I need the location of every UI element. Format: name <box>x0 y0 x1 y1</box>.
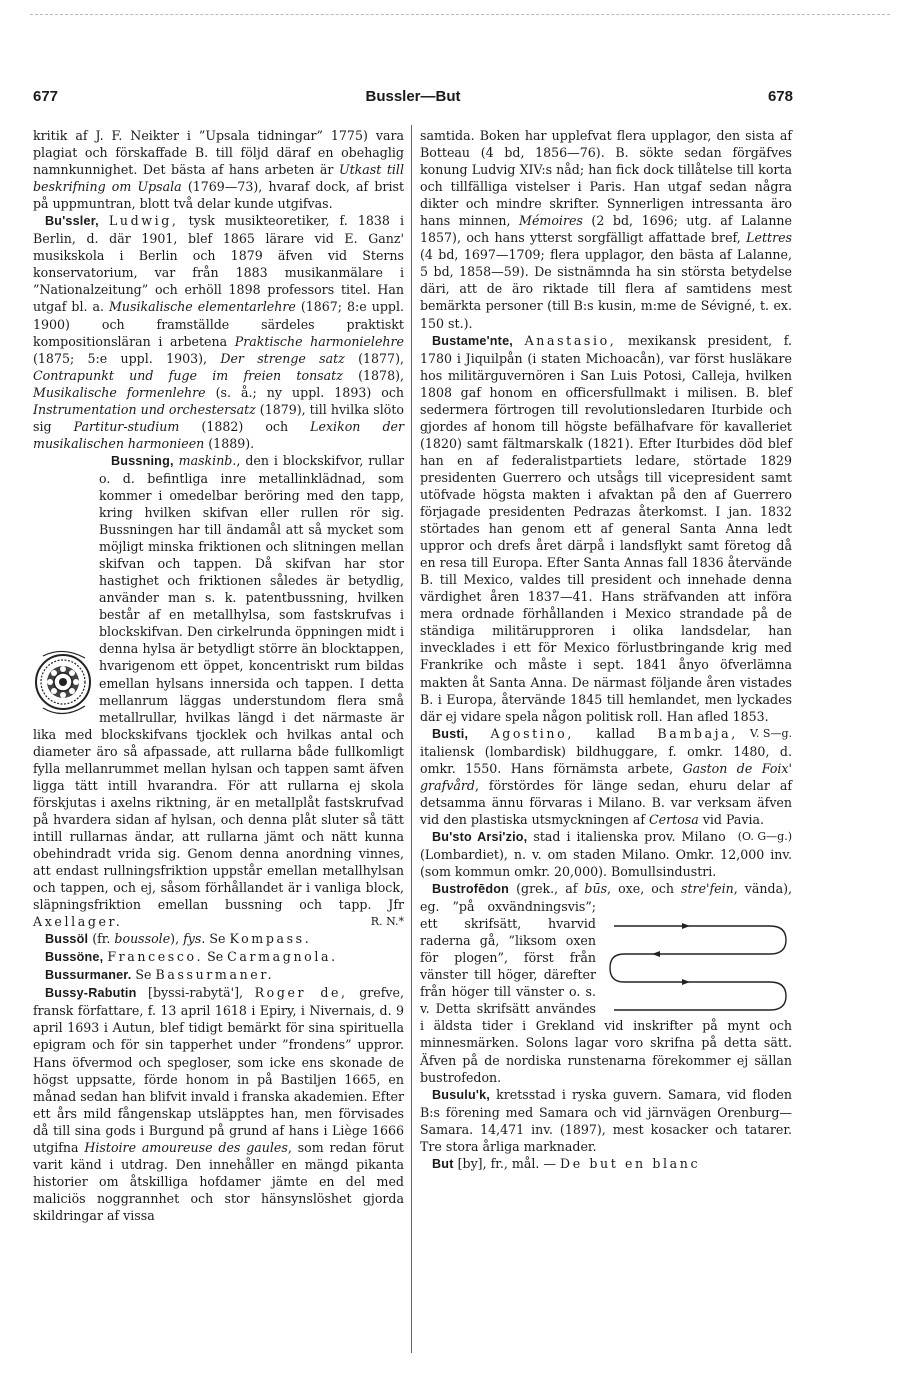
headword: Bussöne, <box>45 950 104 965</box>
entry-bussy-rabutin: Bussy-Rabutin [byssi-rabytä'], Roger de, grefve, fransk författare, f. 13 april 1618 i Epiry, i Nivernais, d. 9 april 1693 i Autun, blef tidigt bemärkt för sina spirituella epigram och för sin tapperhet under ”frondens” uppror. Hans öfvermod och spegloser, som icke ens skonade de högst uppsatte, förde honom in på Bastiljen 1665, en månad sedan han blifvit invald i franska akademien. Efter ett års mild fångenskap utsläpptes han, men förvisades då till sina gods i Burgund på grund af hans i Liège 1666 utgifna Histoire amoureuse des gaules, som redan förut varit känd i utdrag. Den innehåller en mängd pikanta historier om åtskilliga hofdamer jämte en del med maliciös noggrannhet och stor hänsynslöshet gjorda skildringar af vissa <box>33 985 404 1223</box>
page-number-left: 677 <box>33 88 59 105</box>
headword: Busti, <box>432 726 469 741</box>
entry-bustamente: Bustame'nte, Anastasio, mexikansk president, f. 1780 i Jiquilpån (i staten Michoacån), var först husläkare hos militärguvernören i San Luis Potosi, Calleja, hvilken 1808 gaf honom en officersfullmakt i milisen. B. blef sedermera förtrogen till revolutionsledaren Iturbide och gjordes af honom till högste befälhafvare för kavalleriet (1820) samt fältmarskalk (1821). Efter Iturbides död blef han en af federalistpartiets ledare, störtade 1829 presidenten Guerrero och utsågs till vicepresident samt utöfvade högsta makten i afvaktan på den af Guerrero förjagade presidenten Pedrazas återkomst. I jan. 1832 störtades han genom ett af general Santa Anna ledt uppror och drefs året därpå i landsflykt samt företog då en resa till Europa. Efter Santa Annas fall 1836 återvände B. till Mexico, valdes till president och innehade denna värdighet åren 1837—41. Hans sträfvanden att införa mera ordnade förhållanden i Mexico strandade på de ständiga militärupproren i olika landsdelar, han invecklades i ett för Mexico förlustbringande krig med Frankrike och måste i sept. 1841 ånyo öfverlämna makten åt Santa Anna. De närmast följande åren vistades B. i Europa, återvände 1845 till hemlandet, men lyckades där ej vidare spela någon politisk roll. Han afled 1853. V. S—g. <box>420 332 792 725</box>
entry-bussone: Bussöne, Francesco. Se Carmagnola. <box>45 949 338 965</box>
headword: Bussurmaner. <box>45 968 132 983</box>
continuation-paragraph: kritik af J. F. Neikter i ”Upsala tidningar” 1775) vara plagiat och förskaffade B. till följd däraf en obehaglig namnkunnighet. Det bästa af hans arbeten är Utkast till beskrifning om Upsala (1769—73), hvaraf dock, af brist på uppmuntran, blott två delar kunde utgifvas. <box>33 128 404 212</box>
signature: (O. G—g.) <box>737 829 792 843</box>
boustrophedon-diagram <box>602 918 792 1014</box>
running-title: Bussler—But <box>365 88 461 105</box>
entry-but: But [by], fr., mål. — De but en blanc <box>432 1155 701 1171</box>
column-divider <box>411 125 412 1353</box>
top-rule <box>30 14 890 15</box>
headword: Bussning, <box>111 453 174 468</box>
entry-bussning: Bussning, maskinb. , den i blockskifvor, rullar o. d. befintliga inre metallinklädnad, som kommer i omedelbar beröring med den tapp, kring hvilken skifvan eller rullen rör sig. Bussningen har till ändamål att så mycket som möjligt minska friktionen och slitningen mellan skifvan och tappen. Då skifvan har stor hastighet och friktionen således är betydlig, använder man s. k. patentbussning, hvilken består af en metallhylsa, som fastskrufvas i blockskifvan. Den cirkelrunda öppningen midt i denna hylsa är betydligt större än blocktappen, hvarigenom ett öppet, koncentriskt rum bildas emellan hylsans innersida och tappen. I detta mellanrum läggas understundom flera små metallrullar, hvilkas längd i det närmaste är lika med blockskifvans tjocklek och hvilkas antal och diameter äro så afpassade, att rullarna både fullkomligt fylla mellanrummet mellan hylsan och tappen samt äfven ligga tätt intill hvarandra. För att rullarna ej skola förskjutas i axelns riktning, är en metallplåt fastskrufvad på hvardera sidan af hylsan, och denna plåt sluter så tätt intill rullarnas ändar, att rullarna jämt och nätt kunna obehindradt vrida sig. Genom denna anordning vinnes, att endast rullningsfriktion uppstår emellan metallhylsan och tappen, och ej, såsom förhållandet är i vanliga block, släpningsfriktion emellan bussning och tapp. Jfr Axellager. R. N.* <box>33 452 404 930</box>
patent-bushing-figure <box>33 642 95 724</box>
headword: Busulu'k, <box>432 1087 490 1102</box>
headword: Bu'ssler, <box>45 214 99 229</box>
continuation-paragraph: samtida. Boken har upplefvat flera upplagor, den sista af Botteau (4 bd, 1856—76). B. sökte sedan förgäfves konung Ludvig XIV:s nåd; han fick dock tillåtelse till korta och tillfälliga vistelser i Paris. Han utgaf sedan några dikter och mindre skrifter. Synnerligen intressanta äro hans minnen, Mémoires (2 bd, 1696; utg. af Lalanne 1857), och hans ytterst sorgfälligt affattade bref, Lettres (4 bd, 1697—1709; flera upplagor, den bästa af Lalanne, 5 bd, 1858—59). De sistnämnda ha sin största betydelse däri, att de äro riktade till flera af samtidens mest bemärkta personer (till B:s kusin, m:me de Sévigné, t. ex. 150 st.). <box>420 128 792 331</box>
signature: V. S—g. <box>749 726 792 740</box>
entry-busuluk: Busulu'k, kretsstad i ryska guvern. Samara, vid floden B:s förening med Samara och vid järnvägen Orenburg—Samara. 14,471 inv. (1897), mest kosacker och tatarer. Tre stora årliga marknader. <box>420 1086 792 1154</box>
boustrophedon-path <box>610 926 786 1010</box>
page-number-right: 678 <box>767 88 793 105</box>
headword: Bustrofēdon <box>432 882 510 897</box>
signature: R. N.* <box>370 915 404 929</box>
entry-bussurmaner: Bussurmaner. Se Bassurmaner. <box>45 967 275 983</box>
headword: Bustame'nte, <box>432 333 513 348</box>
page-header <box>33 88 793 112</box>
right-column <box>420 127 792 1173</box>
headword: Bussy-Rabutin <box>45 986 137 1001</box>
left-column <box>33 127 404 1224</box>
entry-bussler: Bu'ssler, Ludwig, tysk musikteoretiker, f. 1838 i Berlin, d. där 1901, blef 1865 lärare vid E. Ganz' musikskola i Berlin och 1879 äfven vid Sterns konservatorium, var från 1883 musikanmälare i ”Nationalzeitung” och erhöll 1898 professors titel. Han utgaf bl. a. Musikalische elementarlehre (1867; 8:e uppl. 1900) och framställde särdeles praktiskt kompositionsläran i arbetena Praktische harmonielehre (1875; 5:e uppl. 1903), Der strenge satz (1877), Contrapunkt und fuge im freien tonsatz (1878), Musikalische formenlehre (s. å.; ny uppl. 1893) och Instrumentation und orchestersatz (1879), till hvilka slöto sig Partitur-studium (1882) och Lexikon der musikalischen harmonieen (1889). <box>33 213 405 451</box>
entry-bustrofedon: Bustrofēdon (grek., af būs, oxe, och stre'fein , vända), eg. ”på oxvändningsvis”; ett skrifsätt, hvarvid raderna gå, ”liksom oxen för plogen”, först från vänster till höger, därefter från höger till vänster o. s. v. Detta skrifsätt användes i äldsta tider i Grekland vid inskrifter på mynt och minnesmärken. Solons lagar voro skrifna på detta sätt. Äfven på de nordiska runstenarna förekommer ej sällan bustrofedon. <box>420 881 793 1085</box>
headword: Bussöl <box>45 932 89 947</box>
headword: Bu'sto Arsi'zio, <box>432 829 528 844</box>
headword: But <box>432 1156 454 1171</box>
entry-busti: Busti, Agostino, kallad Bambaja, italiensk (lombardisk) bildhuggare, f. omkr. 1480, d. omkr. 1550. Hans förnämsta arbete, Gaston de Foix' grafvård, förstördes för länge sedan, ehuru delar af detsamma ännu förvaras i Milano. B. var verksam äfven vid den plastiska utsmyckningen af Certosa vid Pavia. (O. G—g.) <box>420 725 792 828</box>
entry-busto-arsizio: Bu'sto Arsi'zio, stad i italienska prov. Milano (Lombardiet), n. v. om staden Milano. Omkr. 12,000 inv. (som kommun omkr. 20,000). Bomullsindustri. <box>420 828 792 880</box>
entry-bussol: Bussöl (fr. boussole), fys. Se Kompass. <box>45 931 312 947</box>
